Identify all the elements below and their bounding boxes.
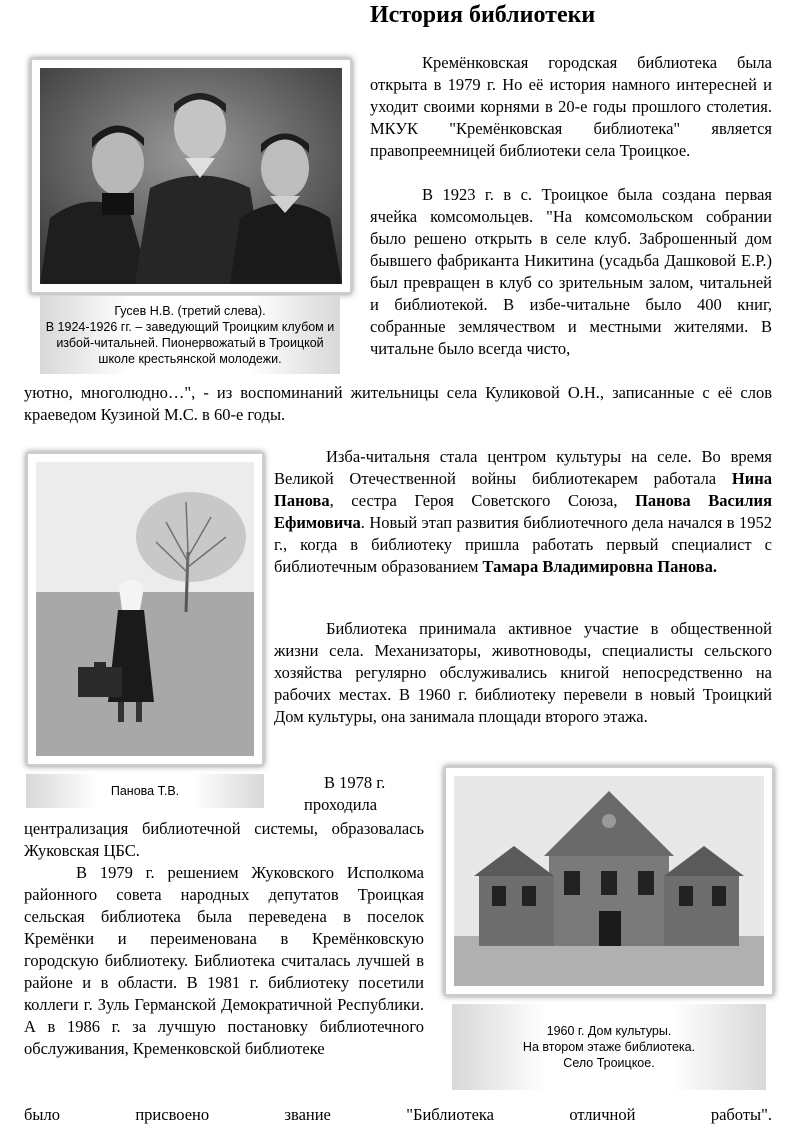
paragraph-1923-end: уютно, многолюдно…", - из воспоминаний жительницы села Куликовой О.Н., записанные с её слов краеведом Кузиной М.С. в 60-е годы. [24, 383, 772, 424]
photo-three-men [30, 58, 352, 294]
paragraph-1978: централизация библиотечной системы, образовалась Жуковская ЦБС. [24, 819, 424, 860]
war-years-text-1: Изба-читальня стала центром культуры на селе. Во время Великой Отечественной войны библиотекарем работала [274, 447, 772, 488]
photo-house-of-culture [444, 766, 774, 996]
name-nina-panova: Нина Панова [274, 469, 772, 510]
photo-three-men-image [40, 68, 342, 284]
photo-panova [26, 452, 264, 766]
photo-panova-image [36, 462, 254, 756]
text-proxodila: проходила [304, 795, 378, 814]
caption-gusev: Гусев Н.В. (третий слева). В 1924-1926 гг. – заведующий Троицким клубом и избой-читальней. Пионервожатый в Троицкой школе крестьянской молодежи. [40, 296, 340, 374]
caption-house-of-culture: 1960 г. Дом культуры. На втором этаже библиотека. Село Троицкое. [452, 1004, 766, 1090]
paragraph-activity: Библиотека принимала активное участие в общественной жизни села. Механизаторы, животноводы, специалисты сельского хозяйства регулярно обслуживались книгой непосредственно на рабочих местах. В 1960 г. библиотеку перевели в новый Троицкий Дом культуры, она занимала площади второго этажа. [274, 619, 772, 726]
war-years-text-2: , сестра Героя Советского Союза, [329, 491, 636, 510]
paragraph-war-years [274, 446, 772, 578]
paragraph-award: было присвоено звание "Библиотека отличной работы". [24, 1105, 772, 1124]
page-title: История библиотеки [370, 2, 596, 28]
paragraph-1923: В 1923 г. в с. Троицкое была создана первая ячейка комсомольцев. "На комсомольском собрании было решено открыть в селе клуб. Заброшенный дом бывшего фабриканта Никитина (усадьба Дашковой Е.Р.) был превращен в клуб со зрительным залом, читальней и библиотекой. В избе-читальне было 400 книг, собранные землячеством и местными жителями. В читальне было всегда чисто, [370, 185, 772, 358]
caption-panova: Панова Т.В. [26, 774, 264, 808]
paragraph-intro: Кремёнковская городская библиотека была открыта в 1979 г. Но её история намного интересней и уходит своими корнями в 20-е годы прошлого столетия. МКУК "Кремёнковская библиотека" является правопреемницей библиотеки села Троицкое. [370, 53, 772, 160]
war-years-text-3: . Новый этап развития библиотечного дела начался в 1952 г., когда в библиотеку пришла работать первый специалист с библиотечным образованием [274, 513, 772, 576]
name-tamara-panova: Тамара Владимировна Панова. [482, 557, 717, 576]
name-vasily-panov: Панова Василия Ефимовича [274, 491, 772, 532]
photo-house-of-culture-image [454, 776, 764, 986]
paragraph-1979: В 1979 г. решением Жуковского Исполкома районного совета народных депутатов Троицкая сельская библиотека была переведена в поселок Кремёнки и переименована в Кремёнковскую городскую библиотеку. Библиотека считалась лучшей в районе и в области. В 1981 г. библиотеку посетили коллеги г. Зуль Германской Демократичной Республики. А в 1986 г. за лучшую постановку библиотечного обслуживания, Кременковской библиотеке [24, 863, 424, 1058]
text-1978: В 1978 г. [324, 773, 386, 792]
